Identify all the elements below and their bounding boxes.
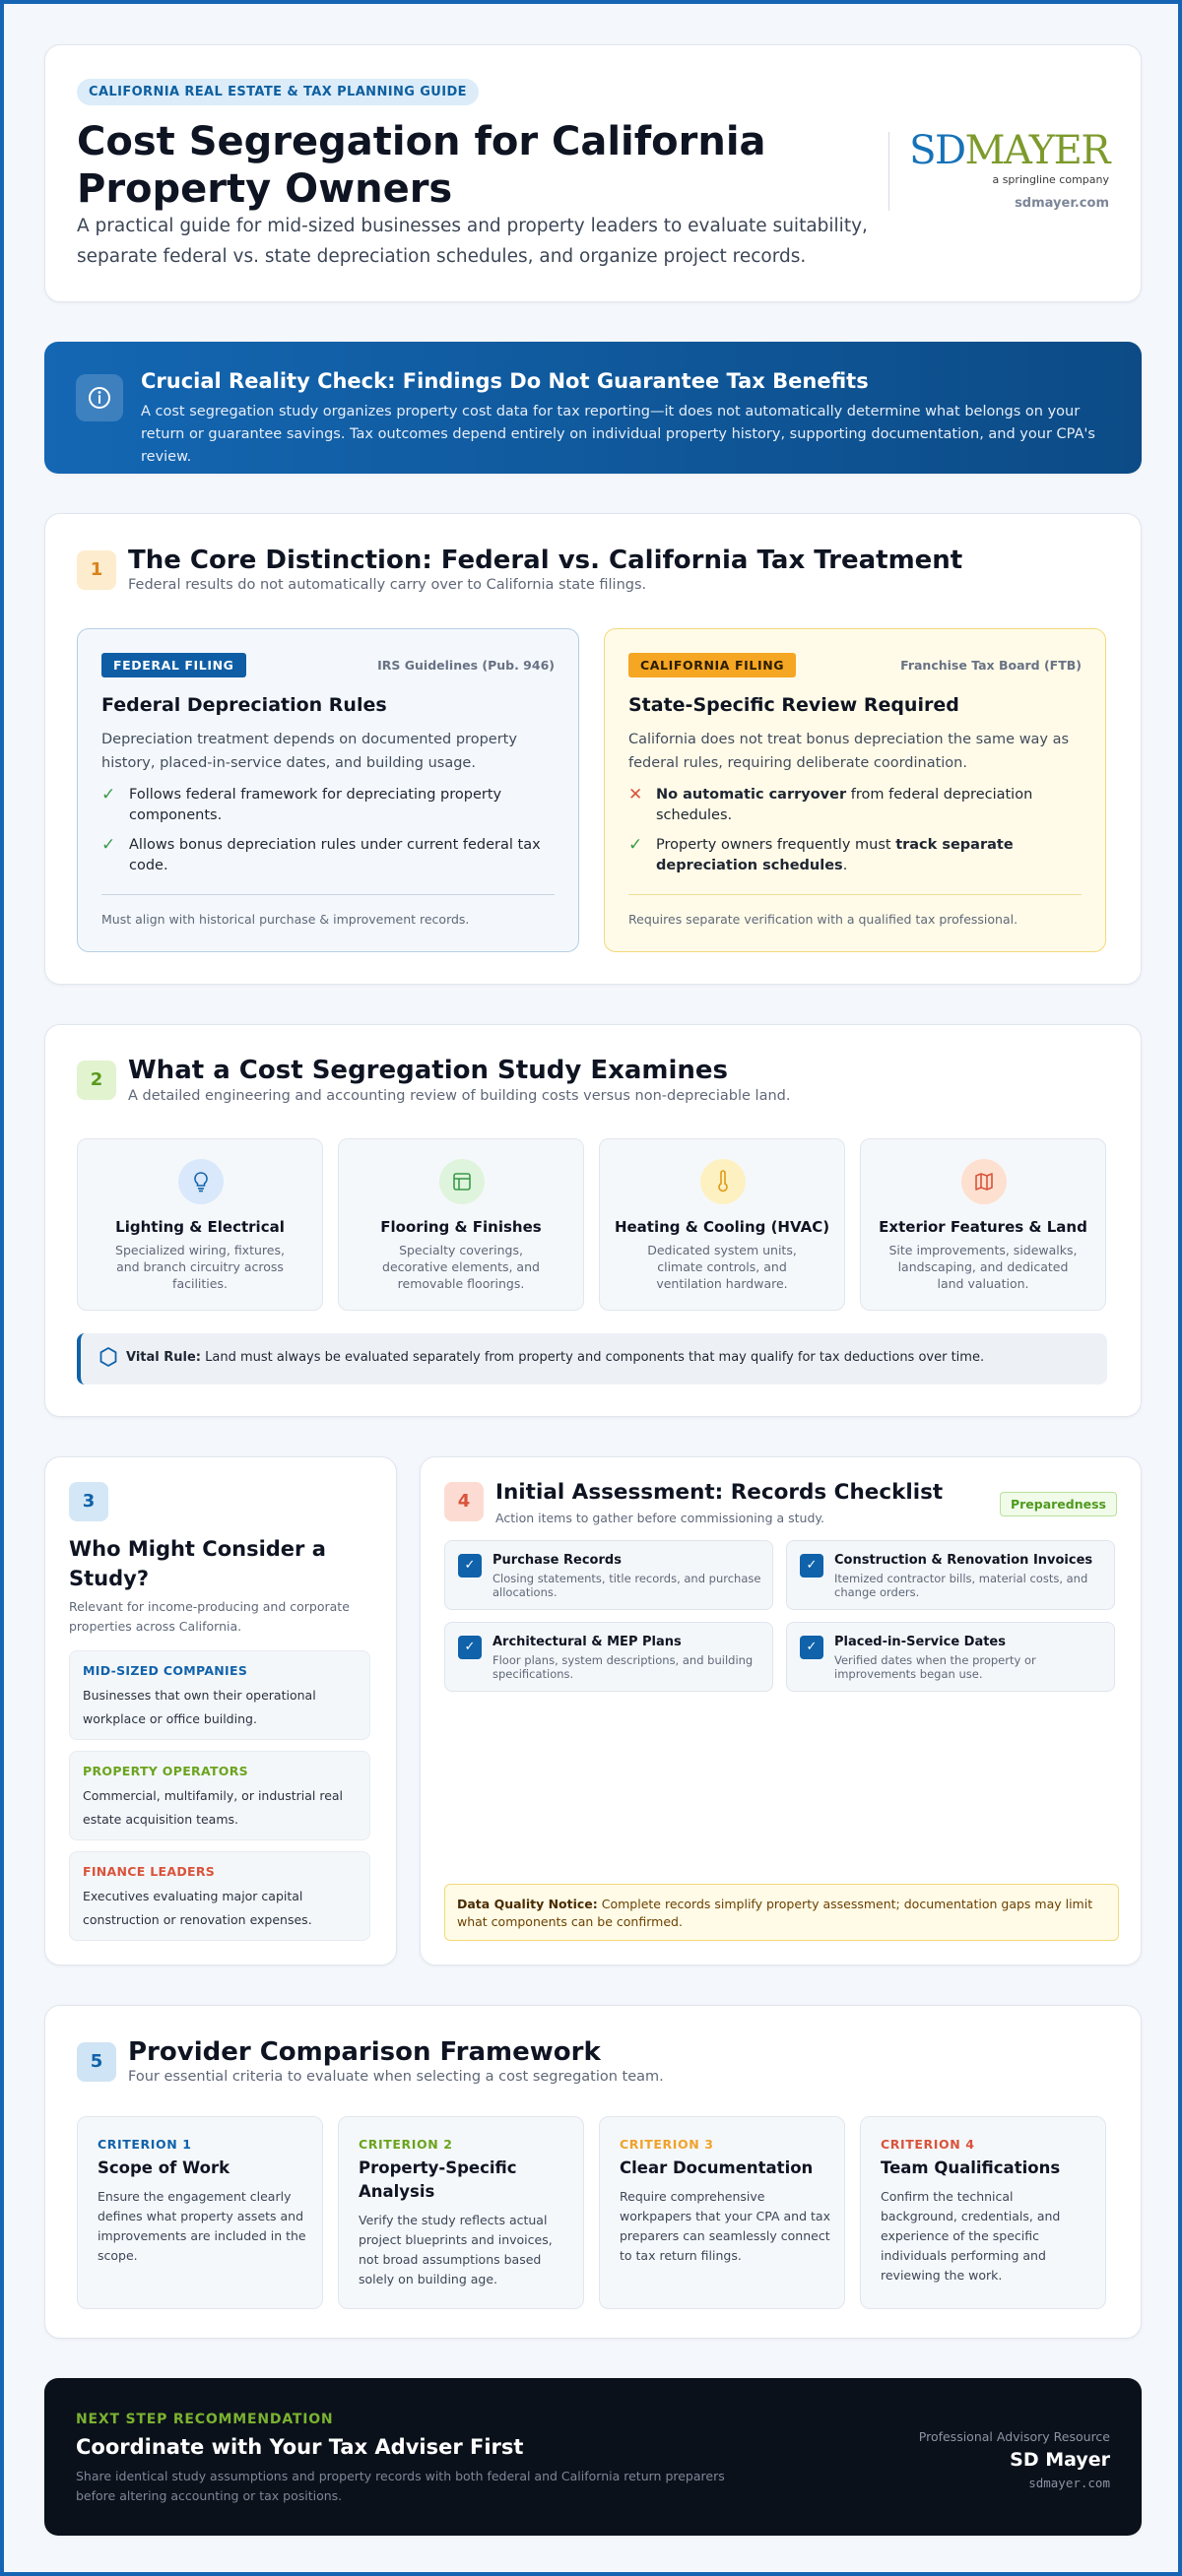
exam-title: Flooring & Finishes <box>380 1218 542 1236</box>
audience-card-finance <box>69 1851 370 1941</box>
checkbox-checked-icon[interactable]: ✓ <box>458 1554 482 1578</box>
section-who-should-consider <box>44 1456 397 1965</box>
criterion-label: CRITERION 2 <box>359 2137 453 2152</box>
section-subtitle: A detailed engineering and accounting review of building costs versus non-depreciable land. <box>128 1088 791 1104</box>
map-icon <box>961 1159 1007 1204</box>
checklist-title: Architectural & MEP Plans <box>492 1635 682 1649</box>
federal-filing-badge: FEDERAL FILING <box>101 653 246 677</box>
list-item: ✓ Allows bonus depreciation rules under current federal tax code. <box>101 835 541 873</box>
checkbox-checked-icon[interactable]: ✓ <box>800 1554 823 1578</box>
federal-filing-card <box>77 628 579 952</box>
california-rules-list <box>628 785 1082 885</box>
filing-source: IRS Guidelines (Pub. 946) <box>377 658 555 673</box>
exam-card-exterior <box>860 1138 1106 1311</box>
criterion-label: CRITERION 1 <box>98 2137 192 2152</box>
filing-description: California does not treat bonus depreciation the same way as federal rules, requiring deliberate coordination. <box>628 732 1070 771</box>
audience-title: MID-SIZED COMPANIES <box>83 1663 248 1678</box>
criterion-description: Confirm the technical background, credentials, and experience of the specific individuals performing and reviewing the work. <box>881 2189 1061 2283</box>
checklist-item-plans[interactable] <box>444 1622 773 1692</box>
section-title: Provider Comparison Framework <box>128 2037 601 2067</box>
exam-title: Exterior Features & Land <box>879 1218 1087 1236</box>
page-title: Cost Segregation for California Property Owners <box>77 119 766 212</box>
thermometer-icon <box>700 1159 746 1204</box>
section-number-badge: 5 <box>77 2042 116 2082</box>
checklist-title: Construction & Renovation Invoices <box>834 1553 1093 1568</box>
california-filing-card <box>604 628 1106 952</box>
criterion-card-documentation <box>599 2116 845 2309</box>
check-icon: ✓ <box>101 835 116 855</box>
criterion-title: Team Qualifications <box>881 2158 1061 2177</box>
next-step-footer <box>44 2378 1142 2536</box>
list-item: ✓ Follows federal framework for depreciating property components. <box>101 785 502 823</box>
section-title: Who Might Consider a Study? <box>69 1537 326 1590</box>
exam-description: Specialized wiring, fixtures, and branch circuitry across facilities. <box>115 1243 285 1291</box>
checklist-item-purchase[interactable] <box>444 1540 773 1610</box>
section-number-badge: 1 <box>77 550 116 590</box>
exam-card-flooring <box>338 1138 584 1311</box>
criterion-card-analysis <box>338 2116 584 2309</box>
criterion-title: Clear Documentation <box>620 2158 814 2177</box>
exam-title: Lighting & Electrical <box>115 1218 285 1236</box>
vital-rule-callout <box>77 1333 1107 1385</box>
criterion-card-scope <box>77 2116 323 2309</box>
california-filing-badge: CALIFORNIA FILING <box>628 653 796 677</box>
hexagon-icon <box>97 1345 120 1369</box>
federal-rules-list <box>101 785 555 885</box>
exam-description: Site improvements, sidewalks, landscaping, and dedicated land valuation. <box>888 1243 1078 1291</box>
list-item: ✕ No automatic carryover from federal depreciation schedules. <box>628 785 1033 823</box>
section-core-distinction <box>44 513 1142 985</box>
criterion-description: Verify the study reflects actual project blueprints and invoices, not broad assumptions based solely on building age. <box>359 2213 553 2286</box>
exam-card-lighting <box>77 1138 323 1311</box>
filing-title: Federal Depreciation Rules <box>101 694 387 716</box>
sdmayer-logo[interactable] <box>909 130 1109 211</box>
page-subtitle: A practical guide for mid-sized businesses and property leaders to evaluate suitability, separate federal vs. state depreciation schedules, and organize project records. <box>77 216 868 267</box>
firm-name: SD Mayer <box>1010 2449 1110 2471</box>
section-number-badge: 4 <box>444 1482 484 1521</box>
filing-title: State-Specific Review Required <box>628 694 959 716</box>
audience-title: PROPERTY OPERATORS <box>83 1764 248 1778</box>
criterion-label: CRITERION 4 <box>881 2137 975 2152</box>
criterion-title: Scope of Work <box>98 2158 230 2177</box>
data-quality-notice <box>444 1884 1119 1941</box>
preparedness-badge: Preparedness <box>1000 1492 1117 1516</box>
audience-card-operators <box>69 1751 370 1840</box>
section-study-examines <box>44 1024 1142 1417</box>
header-divider <box>888 132 889 211</box>
logo-tagline: a springline company <box>992 173 1109 186</box>
alert-title: Crucial Reality Check: Findings Do Not Guarantee Tax Benefits <box>141 369 869 393</box>
filing-footnote: Must align with historical purchase & improvement records. <box>101 912 470 927</box>
checklist-title: Placed-in-Service Dates <box>834 1635 1006 1649</box>
section-subtitle: Relevant for income-producing and corporate properties across California. <box>69 1599 350 1634</box>
list-item: ✓ Property owners frequently must track separate depreciation schedules. <box>628 835 1014 873</box>
section-subtitle: Four essential criteria to evaluate when selecting a cost segregation team. <box>128 2069 664 2085</box>
lightbulb-icon <box>178 1159 224 1204</box>
alert-body: A cost segregation study organizes property cost data for tax reporting—it does not automatically determine what belongs on your return or guarantee savings. Tax outcomes depend entirely on individual property history, supporting documentation, and your CPA's review. <box>141 404 1095 465</box>
checklist-description: Verified dates when the property or improvements began use. <box>834 1653 1036 1681</box>
cross-icon: ✕ <box>628 785 643 805</box>
exam-card-hvac <box>599 1138 845 1311</box>
checklist-item-dates[interactable] <box>786 1622 1115 1692</box>
checklist-item-invoices[interactable] <box>786 1540 1115 1610</box>
guide-category-pill: CALIFORNIA REAL ESTATE & TAX PLANNING GUIDE <box>77 79 479 105</box>
checklist-description: Floor plans, system descriptions, and building specifications. <box>492 1653 754 1681</box>
footer-title: Coordinate with Your Tax Adviser First <box>76 2435 524 2459</box>
audience-description: Businesses that own their operational workplace or office building. <box>83 1688 316 1726</box>
section-number-badge: 3 <box>69 1482 108 1521</box>
header-card <box>44 44 1142 302</box>
divider <box>628 894 1082 895</box>
notice-text: Data Quality Notice: Complete records simplify property assessment; documentation gaps may limit what components can be confirmed. <box>457 1897 1093 1929</box>
criterion-description: Ensure the engagement clearly defines what property assets and improvements are included in the scope. <box>98 2189 306 2263</box>
section-number-badge: 2 <box>77 1061 116 1100</box>
audience-card-companies <box>69 1650 370 1740</box>
website-link[interactable]: sdmayer.com <box>1015 196 1109 211</box>
exam-description: Dedicated system units, climate controls, and ventilation hardware. <box>647 1243 797 1291</box>
floor-layout-icon <box>439 1159 485 1204</box>
criterion-description: Require comprehensive workpapers that your CPA and tax preparers can seamlessly connect to tax return filings. <box>620 2189 830 2263</box>
check-icon: ✓ <box>101 785 116 805</box>
checklist-description: Closing statements, title records, and purchase allocations. <box>492 1572 761 1599</box>
exam-title: Heating & Cooling (HVAC) <box>614 1218 830 1236</box>
section-title: Initial Assessment: Records Checklist <box>495 1480 944 1505</box>
section-provider-comparison <box>44 2005 1142 2339</box>
filing-description: Depreciation treatment depends on documented property history, placed-in-service dates, and building usage. <box>101 732 517 771</box>
vital-rule-text: Vital Rule: Land must always be evaluated separately from property and components that may qualify for tax deductions over time. <box>126 1350 985 1365</box>
checklist-description: Itemized contractor bills, material costs, and change orders. <box>834 1572 1088 1599</box>
filing-footnote: Requires separate verification with a qualified tax professional. <box>628 912 1018 927</box>
filing-source: Franchise Tax Board (FTB) <box>900 658 1082 673</box>
footer-label: NEXT STEP RECOMMENDATION <box>76 2412 334 2427</box>
footer-description: Share identical study assumptions and property records with both federal and California return preparers before altering accounting or tax positions. <box>76 2469 725 2503</box>
checkbox-checked-icon[interactable]: ✓ <box>458 1636 482 1659</box>
section-title: What a Cost Segregation Study Examines <box>128 1056 729 1085</box>
checkbox-checked-icon[interactable]: ✓ <box>800 1636 823 1659</box>
exam-description: Specialty coverings, decorative elements, and removable floorings. <box>382 1243 540 1291</box>
resource-caption: Professional Advisory Resource <box>918 2429 1110 2444</box>
checklist-title: Purchase Records <box>492 1553 622 1568</box>
audience-description: Executives evaluating major capital construction or renovation expenses. <box>83 1889 312 1927</box>
section-subtitle: Action items to gather before commissioning a study. <box>495 1511 825 1525</box>
divider <box>101 894 555 895</box>
footer-website-link[interactable]: sdmayer.com <box>1028 2476 1110 2490</box>
reality-check-alert <box>44 342 1142 474</box>
audience-title: FINANCE LEADERS <box>83 1864 216 1879</box>
audience-description: Commercial, multifamily, or industrial real estate acquisition teams. <box>83 1788 344 1827</box>
logo-wordmark: SDMAYER <box>909 128 1109 173</box>
criterion-title: Property-Specific Analysis <box>359 2158 517 2201</box>
section-title: The Core Distinction: Federal vs. California Tax Treatment <box>128 546 963 575</box>
criterion-label: CRITERION 3 <box>620 2137 714 2152</box>
section-subtitle: Federal results do not automatically carry over to California state filings. <box>128 577 647 593</box>
criterion-card-team <box>860 2116 1106 2309</box>
section-records-checklist <box>420 1456 1142 1965</box>
info-icon <box>76 374 123 421</box>
check-icon: ✓ <box>628 835 643 855</box>
